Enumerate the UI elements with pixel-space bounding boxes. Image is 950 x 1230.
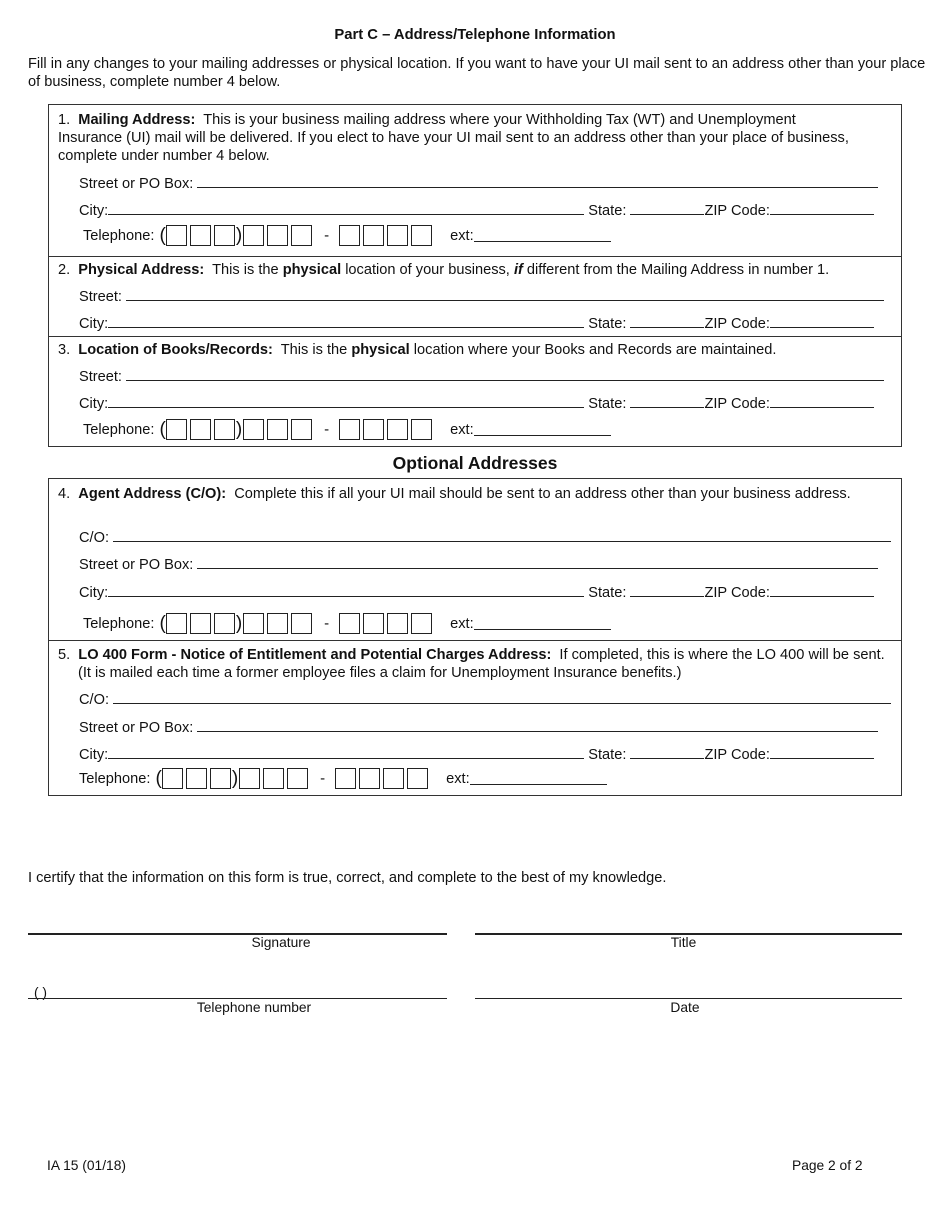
mailing-street-field[interactable] [197, 175, 878, 188]
books-prefix-digit-3[interactable] [291, 419, 312, 440]
section-3-header: 3. Location of Books/Records: This is the physical location where your Books and Records are maintained. [58, 342, 777, 358]
mailing-prefix-digit-1[interactable] [243, 225, 264, 246]
lo400-state-field[interactable] [630, 746, 704, 759]
address-box-optional [48, 478, 902, 796]
physical-street-row: Street: [79, 288, 884, 306]
books-street-field[interactable] [126, 368, 884, 381]
mailing-ext-field[interactable] [474, 229, 611, 242]
mailing-zip-field[interactable] [770, 202, 874, 215]
mailing-line-digit-4[interactable] [411, 225, 432, 246]
section-4-header: 4. Agent Address (C/O): Complete this if all your UI mail should be sent to an address other than your business address. [58, 486, 851, 502]
section-5-header: 5. LO 400 Form - Notice of Entitlement and Potential Charges Address: If completed, this is where the LO 400 will be sent. (It is mailed each time a former employee files a claim for Unemployment Insurance benefits.) [58, 647, 885, 681]
section-agent-address [49, 479, 901, 640]
books-area-code-digit-2[interactable] [190, 419, 211, 440]
date-line[interactable] [475, 998, 902, 999]
page-title: Part C – Address/Telephone Information [334, 27, 616, 43]
lo400-city-row: City: State: ZIP Code: [79, 746, 874, 764]
mailing-line-digit-2[interactable] [363, 225, 384, 246]
lo400-line-digit-4[interactable] [407, 768, 428, 789]
lo400-area-code-digit-2[interactable] [186, 768, 207, 789]
books-ext-field[interactable] [474, 423, 611, 436]
books-telephone-row: Telephone: ( ) - ext: [83, 419, 611, 440]
lo400-line-digit-3[interactable] [383, 768, 404, 789]
mailing-line-digit-1[interactable] [339, 225, 360, 246]
books-city-field[interactable] [108, 395, 584, 408]
lo400-telephone-row: Telephone: ( ) - ext: [79, 768, 607, 789]
mailing-area-code-digit-1[interactable] [166, 225, 187, 246]
telephone-parens: ( ) [34, 985, 48, 1000]
certification-statement: I certify that the information on this form is true, correct, and complete to the best of my knowledge. [28, 870, 667, 886]
lo400-line-digit-2[interactable] [359, 768, 380, 789]
agent-prefix-digit-2[interactable] [267, 613, 288, 634]
mailing-line-digit-3[interactable] [387, 225, 408, 246]
telephone-number-line[interactable] [28, 998, 447, 999]
title-label: Title [670, 935, 697, 950]
books-line-digit-2[interactable] [363, 419, 384, 440]
agent-zip-field[interactable] [770, 584, 874, 597]
books-prefix-digit-1[interactable] [243, 419, 264, 440]
lo400-street-field[interactable] [197, 719, 878, 732]
lo400-ext-field[interactable] [470, 772, 607, 785]
telephone-number-label: Telephone number [196, 1000, 312, 1015]
section-books-records [49, 336, 901, 446]
lo400-co-row: C/O: [79, 691, 891, 709]
agent-prefix-digit-3[interactable] [291, 613, 312, 634]
agent-ext-field[interactable] [474, 617, 611, 630]
books-line-digit-1[interactable] [339, 419, 360, 440]
physical-city-row: City: State: ZIP Code: [79, 315, 874, 333]
agent-street-field[interactable] [197, 556, 878, 569]
agent-line-digit-1[interactable] [339, 613, 360, 634]
lo400-zip-field[interactable] [770, 746, 874, 759]
lo400-prefix-digit-1[interactable] [239, 768, 260, 789]
mailing-area-code-digit-2[interactable] [190, 225, 211, 246]
page-number: Page 2 of 2 [792, 1158, 863, 1173]
date-label: Date [670, 1000, 700, 1015]
agent-co-row: C/O: [79, 529, 891, 547]
agent-area-code-digit-3[interactable] [214, 613, 235, 634]
lo400-prefix-digit-3[interactable] [287, 768, 308, 789]
lo400-area-code-digit-3[interactable] [210, 768, 231, 789]
mailing-prefix-digit-3[interactable] [291, 225, 312, 246]
mailing-area-code-digit-3[interactable] [214, 225, 235, 246]
agent-line-digit-4[interactable] [411, 613, 432, 634]
books-city-row: City: State: ZIP Code: [79, 395, 874, 413]
physical-state-field[interactable] [630, 315, 704, 328]
signature-label: Signature [251, 935, 311, 950]
books-line-digit-3[interactable] [387, 419, 408, 440]
books-area-code-digit-1[interactable] [166, 419, 187, 440]
agent-co-field[interactable] [113, 529, 891, 542]
address-box-main [48, 104, 902, 447]
books-state-field[interactable] [630, 395, 704, 408]
physical-zip-field[interactable] [770, 315, 874, 328]
section-2-header: 2. Physical Address: This is the physical location of your business, if different from the Mailing Address in number 1. [58, 262, 830, 278]
lo400-street-row: Street or PO Box: [79, 719, 878, 737]
section-mailing-address [49, 105, 901, 256]
physical-city-field[interactable] [108, 315, 584, 328]
mailing-prefix-digit-2[interactable] [267, 225, 288, 246]
section-1-header: 1. Mailing Address: This is your business mailing address where your Withholding Tax (WT) and Unemployment Insurance (UI) mail will be delivered. If you elect to have your UI mail sent to an address other than your place of business, complete under number 4 below. [58, 112, 849, 164]
lo400-prefix-digit-2[interactable] [263, 768, 284, 789]
lo400-line-digit-1[interactable] [335, 768, 356, 789]
books-zip-field[interactable] [770, 395, 874, 408]
physical-street-field[interactable] [126, 288, 884, 301]
books-prefix-digit-2[interactable] [267, 419, 288, 440]
agent-telephone-row: Telephone: ( ) - ext: [83, 613, 611, 634]
agent-city-field[interactable] [108, 584, 584, 597]
agent-street-row: Street or PO Box: [79, 556, 878, 574]
books-street-row: Street: [79, 368, 884, 386]
agent-line-digit-3[interactable] [387, 613, 408, 634]
mailing-state-field[interactable] [630, 202, 704, 215]
intro-text: Fill in any changes to your mailing addresses or physical location. If you want to have your UI mail sent to an address other than your place of business, complete number 4 below. [28, 56, 926, 90]
books-line-digit-4[interactable] [411, 419, 432, 440]
agent-line-digit-2[interactable] [363, 613, 384, 634]
section-physical-address [49, 256, 901, 336]
mailing-street-row: Street or PO Box: [79, 175, 878, 193]
lo400-area-code-digit-1[interactable] [162, 768, 183, 789]
agent-state-field[interactable] [630, 584, 704, 597]
form-id: IA 15 (01/18) [47, 1158, 127, 1173]
agent-area-code-digit-1[interactable] [166, 613, 187, 634]
mailing-city-field[interactable] [108, 202, 584, 215]
agent-city-row: City: State: ZIP Code: [79, 584, 874, 602]
books-area-code-digit-3[interactable] [214, 419, 235, 440]
lo400-co-field[interactable] [113, 691, 891, 704]
optional-addresses-heading: Optional Addresses [392, 453, 558, 473]
agent-prefix-digit-1[interactable] [243, 613, 264, 634]
mailing-telephone-row: Telephone: ( ) - ext: [83, 225, 611, 246]
mailing-city-row: City: State: ZIP Code: [79, 202, 874, 220]
section-lo400-address [49, 640, 901, 795]
lo400-city-field[interactable] [108, 746, 584, 759]
agent-area-code-digit-2[interactable] [190, 613, 211, 634]
